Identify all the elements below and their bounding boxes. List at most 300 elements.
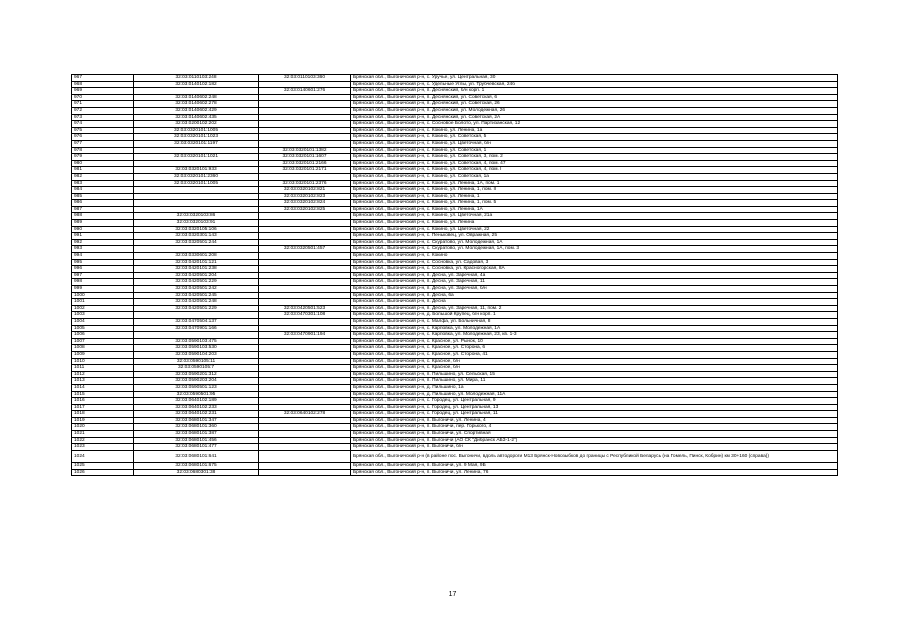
cadastral-number-cell: 32:03:0590105:11 <box>134 358 259 365</box>
address-cell: Брянская обл., Выгоничский р-н, с. Городец, ул. Центральная, 9 <box>351 398 838 405</box>
table-row <box>72 272 838 279</box>
object-cadastral-number-cell <box>259 417 351 424</box>
address-cell: Брянская обл., Выгоничский р-н, п. Десна <box>351 299 838 306</box>
cadastral-number-cell: 32:03:0470901:166 <box>134 325 259 332</box>
cadastral-number-cell: 32:03:0640102:233 <box>134 404 259 411</box>
cadastral-number-cell <box>134 147 259 154</box>
cadastral-number-cell: 32:03:0320101:1021 <box>134 154 259 161</box>
row-number-cell: 1025 <box>72 463 134 470</box>
row-number-cell: 1020 <box>72 424 134 431</box>
table-row <box>72 206 838 213</box>
row-number-cell: 973 <box>72 114 134 121</box>
object-cadastral-number-cell <box>259 220 351 227</box>
object-cadastral-number-cell <box>259 266 351 273</box>
cadastral-number-cell: 32:03:0140602:429 <box>134 107 259 114</box>
table-row <box>72 469 838 476</box>
object-cadastral-number-cell: 32:03:0320101:1607 <box>259 154 351 161</box>
table-row <box>72 259 838 266</box>
address-cell: Брянская обл., Выгоничский р-н, с. Удельные Углы, ул. Трубчевская, 24б <box>351 81 838 88</box>
table-row <box>72 286 838 293</box>
row-number-cell: 983 <box>72 180 134 187</box>
cadastral-number-cell <box>134 200 259 207</box>
address-cell: Брянская обл., Выгоничский р-н, с. Кокино, ул. Советская, 3, пом. 2 <box>351 154 838 161</box>
cadastral-number-cell: 32:03:0320101:933 <box>134 167 259 174</box>
address-cell: Брянская обл., Выгоничский р-н, с. Кокино, ул. Советская, 1а <box>351 173 838 180</box>
cadastral-number-cell <box>134 312 259 319</box>
register-table <box>71 74 838 476</box>
address-cell: Брянская обл., Выгоничский р-н, с. Красное, ул. Сторона, 6 <box>351 345 838 352</box>
table-row <box>72 404 838 411</box>
cadastral-number-cell: 32:03:0320101:1005 <box>134 127 259 134</box>
cadastral-number-cell: 32:03:0590203:204 <box>134 378 259 385</box>
address-cell: Брянская обл., Выгоничский р-н, с. Сосновка, ул. Красногорская, 8А <box>351 266 838 273</box>
table-row <box>72 75 838 82</box>
object-cadastral-number-cell: 32:03:0320101:2166 <box>259 160 351 167</box>
row-number-cell: 1010 <box>72 358 134 365</box>
object-cadastral-number-cell <box>259 107 351 114</box>
row-number-cell: 975 <box>72 127 134 134</box>
object-cadastral-number-cell <box>259 286 351 293</box>
object-cadastral-number-cell <box>259 134 351 141</box>
table-row <box>72 338 838 345</box>
cadastral-number-cell: 32:03:0320101:1197 <box>134 140 259 147</box>
address-cell: Брянская обл., Выгоничский р-н, с. Красное, б/н <box>351 358 838 365</box>
cadastral-number-cell: 32:03:0110103:248 <box>134 75 259 82</box>
cadastral-number-cell: 32:03:0590103:530 <box>134 345 259 352</box>
row-number-cell: 1011 <box>72 365 134 372</box>
table-row <box>72 318 838 325</box>
row-number-cell: 1026 <box>72 469 134 476</box>
row-number-cell: 972 <box>72 107 134 114</box>
table-row <box>72 424 838 431</box>
table-row <box>72 398 838 405</box>
object-cadastral-number-cell <box>259 437 351 444</box>
address-cell: Брянская обл., Выгоничский р-н, с. Кокино, ул. Цветочная, 21а <box>351 213 838 220</box>
address-cell: Брянская обл., Выгоничский р-н, с. Городец, ул. Центральная, 11 <box>351 411 838 418</box>
row-number-cell: 1023 <box>72 444 134 451</box>
cadastral-number-cell <box>134 246 259 253</box>
table-row <box>72 292 838 299</box>
row-number-cell: 982 <box>72 173 134 180</box>
row-number-cell: 974 <box>72 121 134 128</box>
address-cell: Брянская обл., Выгоничский р-н, с. Уручье, ул. Центральная, 30 <box>351 75 838 82</box>
object-cadastral-number-cell <box>259 272 351 279</box>
table-row <box>72 463 838 470</box>
cadastral-number-cell <box>134 193 259 200</box>
address-cell: Брянская обл., Выгоничский р-н, с. Скуратово, ул. Молодежная, 1А, пом. 3 <box>351 246 838 253</box>
cadastral-number-cell: 32:03:0680101:347 <box>134 417 259 424</box>
object-cadastral-number-cell: 32:03:0110103:360 <box>259 75 351 82</box>
address-cell: Брянская обл., Выгоничский р-н, д. Большой Крупец, б/н корп. 1 <box>351 312 838 319</box>
row-number-cell: 1001 <box>72 299 134 306</box>
cadastral-number-cell: 32:03:0140602:278 <box>134 101 259 108</box>
object-cadastral-number-cell <box>259 279 351 286</box>
table-row <box>72 154 838 161</box>
row-number-cell: 990 <box>72 226 134 233</box>
row-number-cell: 994 <box>72 253 134 260</box>
address-cell: Брянская обл., Выгоничский р-н, п. Выгоничи, пер. Горького, 4 <box>351 424 838 431</box>
address-cell: Брянская обл., Выгоничский р-н, п. Деснянский, ул. Советская, 6 <box>351 94 838 101</box>
address-cell: Брянская обл., Выгоничский р-н, п. Выгоничи, ул. Ленина, 76 <box>351 469 838 476</box>
cadastral-number-cell: 32:03:0640102:189 <box>134 398 259 405</box>
row-number-cell: 1014 <box>72 384 134 391</box>
object-cadastral-number-cell <box>259 226 351 233</box>
table-row <box>72 140 838 147</box>
cadastral-number-cell: 32:03:0680101:477 <box>134 444 259 451</box>
table-row <box>72 246 838 253</box>
cadastral-number-cell: 32:03:0420501:242 <box>134 286 259 293</box>
table-row <box>72 226 838 233</box>
address-cell: Брянская обл., Выгоничский р-н, с. Красное, б/н <box>351 365 838 372</box>
cadastral-number-cell: 32:03:0320501:244 <box>134 239 259 246</box>
cadastral-number-cell: 32:03:0470504:137 <box>134 318 259 325</box>
address-cell: Брянская обл., Выгоничский р-н, п. Выгоничи, ул. Ленина, 4 <box>351 417 838 424</box>
table-row <box>72 345 838 352</box>
cadastral-number-cell: 32:03:0680101:675 <box>134 463 259 470</box>
row-number-cell: 1022 <box>72 437 134 444</box>
table-row <box>72 279 838 286</box>
object-cadastral-number-cell <box>259 378 351 385</box>
address-cell: Брянская обл., Выгоничский р-н, п. Десна, ул. Заречная, 11 <box>351 279 838 286</box>
table-row <box>72 411 838 418</box>
cadastral-number-cell: 32:03:0200102:202 <box>134 121 259 128</box>
row-number-cell: 1017 <box>72 404 134 411</box>
object-cadastral-number-cell: 32:03:0140601:276 <box>259 88 351 95</box>
address-cell: Брянская обл., Выгоничский р-н, п. Десна, ул. Заречная, 4а <box>351 272 838 279</box>
cadastral-number-cell: 32:03:0590201:312 <box>134 371 259 378</box>
table-row <box>72 233 838 240</box>
table-row <box>72 358 838 365</box>
row-number-cell: 984 <box>72 187 134 194</box>
row-number-cell: 1016 <box>72 398 134 405</box>
address-cell: Брянская обл., Выгоничский р-н, с. Городец, ул. Центральная, 13 <box>351 404 838 411</box>
address-cell: Брянская обл., Выгоничский р-н, п. Десна, ул. Заречная, 11, пом. 2 <box>351 305 838 312</box>
row-number-cell: 969 <box>72 88 134 95</box>
row-number-cell: 998 <box>72 279 134 286</box>
cadastral-number-cell: 32:03:0420501:229 <box>134 279 259 286</box>
cadastral-number-cell: 32:03:0320301:143 <box>134 233 259 240</box>
row-number-cell: 992 <box>72 239 134 246</box>
address-cell: Брянская обл., Выгоничский р-н, с. Пеньковец, ул. Овражная, 25 <box>351 233 838 240</box>
address-cell: Брянская обл., Выгоничский р-н, п. Выгоничи, ул. Спортивная <box>351 431 838 438</box>
table-row <box>72 371 838 378</box>
object-cadastral-number-cell <box>259 121 351 128</box>
cadastral-number-cell: 32:03:0680101:387 <box>134 431 259 438</box>
address-cell: Брянская обл., Выгоничский р-н, п. Десна, 6а <box>351 292 838 299</box>
object-cadastral-number-cell <box>259 450 351 462</box>
cadastral-number-cell <box>134 332 259 339</box>
row-number-cell: 1004 <box>72 318 134 325</box>
table-row <box>72 94 838 101</box>
row-number-cell: 997 <box>72 272 134 279</box>
table-row <box>72 378 838 385</box>
object-cadastral-number-cell <box>259 253 351 260</box>
table-row <box>72 107 838 114</box>
table-row <box>72 437 838 444</box>
object-cadastral-number-cell <box>259 469 351 476</box>
object-cadastral-number-cell <box>259 318 351 325</box>
address-cell: Брянская обл., Выгоничский р-н, с. Кокино, ул. Ленина <box>351 220 838 227</box>
row-number-cell: 1006 <box>72 332 134 339</box>
row-number-cell: 970 <box>72 94 134 101</box>
address-cell: Брянская обл., Выгоничский р-н, с. Кокино, ул. Ленина, 1А, пом. 1 <box>351 180 838 187</box>
object-cadastral-number-cell <box>259 299 351 306</box>
object-cadastral-number-cell <box>259 371 351 378</box>
row-number-cell: 978 <box>72 147 134 154</box>
row-number-cell: 1002 <box>72 305 134 312</box>
row-number-cell: 1003 <box>72 312 134 319</box>
row-number-cell: 1000 <box>72 292 134 299</box>
address-cell: Брянская обл., Выгоничский р-н, с. Малфа, ул. Больничная, 8 <box>351 318 838 325</box>
table-row <box>72 299 838 306</box>
cadastral-number-cell: 32:03:0640102:231 <box>134 411 259 418</box>
cadastral-number-cell: 32:03:0420501:245 <box>134 292 259 299</box>
object-cadastral-number-cell <box>259 404 351 411</box>
address-cell: Брянская обл., Выгоничский р-н, п. Деснянский, ул. Советская, 26 <box>351 101 838 108</box>
object-cadastral-number-cell <box>259 101 351 108</box>
row-number-cell: 1008 <box>72 345 134 352</box>
table-row <box>72 253 838 260</box>
row-number-cell: 1024 <box>72 450 134 462</box>
row-number-cell: 971 <box>72 101 134 108</box>
object-cadastral-number-cell <box>259 325 351 332</box>
object-cadastral-number-cell: 32:03:0320102:823 <box>259 193 351 200</box>
table-row <box>72 351 838 358</box>
cadastral-number-cell: 32:03:0320101:1005 <box>134 180 259 187</box>
address-cell: Брянская обл., Выгоничский р-н, п. Выгоничи, б/н <box>351 444 838 451</box>
address-cell: Брянская обл., Выгоничский р-н, п. Деснянский, ул. Молодежная, 26 <box>351 107 838 114</box>
object-cadastral-number-cell: 32:03:0320102:824 <box>259 200 351 207</box>
object-cadastral-number-cell: 32:03:0320501:457 <box>259 246 351 253</box>
address-cell: Брянская обл., Выгоничский р-н, с. Скуратово, ул. Молодежная, 1А <box>351 239 838 246</box>
row-number-cell: 985 <box>72 193 134 200</box>
object-cadastral-number-cell <box>259 114 351 121</box>
row-number-cell: 986 <box>72 200 134 207</box>
table-row <box>72 266 838 273</box>
table-row <box>72 114 838 121</box>
cadastral-number-cell: 32:03:0420501:204 <box>134 272 259 279</box>
table-row <box>72 444 838 451</box>
table-row <box>72 88 838 95</box>
table-row <box>72 173 838 180</box>
page-number: 17 <box>448 591 457 598</box>
object-cadastral-number-cell: 32:03:0320102:825 <box>259 206 351 213</box>
row-number-cell: 988 <box>72 213 134 220</box>
object-cadastral-number-cell: 32:03:0320101:2376 <box>259 180 351 187</box>
row-number-cell: 1013 <box>72 378 134 385</box>
address-cell: Брянская обл., Выгоничский р-н, п. Деснянский, б/н корп. 1 <box>351 88 838 95</box>
row-number-cell: 1005 <box>72 325 134 332</box>
object-cadastral-number-cell <box>259 431 351 438</box>
cadastral-number-cell: 32:03:0320101:2360 <box>134 173 259 180</box>
register-table-body <box>72 75 838 476</box>
cadastral-number-cell: 32:03:0680101:641 <box>134 450 259 462</box>
address-cell: Брянская обл., Выгоничский р-н, с. Кокино, ул. Ленина, 1 <box>351 193 838 200</box>
object-cadastral-number-cell <box>259 233 351 240</box>
cadastral-number-cell: 32:03:0320105:106 <box>134 226 259 233</box>
row-number-cell: 976 <box>72 134 134 141</box>
address-cell: Брянская обл., Выгоничский р-н, д. Пильшино, 1а <box>351 384 838 391</box>
address-cell: Брянская обл., Выгоничский р-н, с. Сосновка, ул. Садовая, 3 <box>351 259 838 266</box>
cadastral-number-cell: 32:03:0140102:182 <box>134 81 259 88</box>
address-cell: Брянская обл., Выгоничский р-н, с. Кокино, ул. Ленина, 1А <box>351 206 838 213</box>
row-number-cell: 1009 <box>72 351 134 358</box>
cadastral-number-cell: 32:03:0420501:229 <box>134 305 259 312</box>
cadastral-number-cell: 32:03:0330601:208 <box>134 253 259 260</box>
row-number-cell: 1019 <box>72 417 134 424</box>
object-cadastral-number-cell <box>259 384 351 391</box>
table-row <box>72 384 838 391</box>
row-number-cell: 991 <box>72 233 134 240</box>
table-row <box>72 431 838 438</box>
row-number-cell: 1021 <box>72 431 134 438</box>
cadastral-number-cell <box>134 187 259 194</box>
cadastral-number-cell <box>134 160 259 167</box>
object-cadastral-number-cell <box>259 94 351 101</box>
table-row <box>72 81 838 88</box>
object-cadastral-number-cell <box>259 351 351 358</box>
row-number-cell: 967 <box>72 75 134 82</box>
object-cadastral-number-cell <box>259 391 351 398</box>
cadastral-number-cell: 32:03:0680101:456 <box>134 437 259 444</box>
row-number-cell: 977 <box>72 140 134 147</box>
address-cell: Брянская обл., Выгоничский р-н, с. Кокино, ул. Ленина, 1, пом. II <box>351 187 838 194</box>
row-number-cell: 995 <box>72 259 134 266</box>
row-number-cell: 968 <box>72 81 134 88</box>
address-cell: Брянская обл., Выгоничский р-н, с. Кокино, ул. Советская, 4, пом. I <box>351 167 838 174</box>
table-row <box>72 239 838 246</box>
address-cell: Брянская обл., Выгоничский р-н, с. Кокино, ул. Советская, 4, пом. 47 <box>351 160 838 167</box>
row-number-cell: 999 <box>72 286 134 293</box>
object-cadastral-number-cell <box>259 338 351 345</box>
table-row <box>72 220 838 227</box>
object-cadastral-number-cell: 32:03:0640102:278 <box>259 411 351 418</box>
address-cell: Брянская обл., Выгоничский р-н, с. Красное, ул. Сторона, 41 <box>351 351 838 358</box>
object-cadastral-number-cell <box>259 398 351 405</box>
address-cell: Брянская обл., Выгоничский р-н, с. Карповка, ул. Молодежная, 1А <box>351 325 838 332</box>
table-row <box>72 213 838 220</box>
address-cell: Брянская обл., Выгоничский р-н, п. Десна, ул. Заречная, б/н <box>351 286 838 293</box>
cadastral-number-cell: 32:03:0590501:95 <box>134 391 259 398</box>
address-cell: Брянская обл., Выгоничский р-н, с. Кокино, ул. Цветочная, 22 <box>351 226 838 233</box>
object-cadastral-number-cell <box>259 463 351 470</box>
cadastral-number-cell: 32:03:0320103:86 <box>134 213 259 220</box>
address-cell: Брянская обл., Выгоничский р-н, с. Сосновое Болото, ул. Партизанская, 12 <box>351 121 838 128</box>
table-row <box>72 365 838 372</box>
cadastral-number-cell: 32:03:0320103:91 <box>134 220 259 227</box>
row-number-cell: 979 <box>72 154 134 161</box>
row-number-cell: 980 <box>72 160 134 167</box>
address-cell: Брянская обл., Выгоничский р-н (в районе пос. Выгоничи, вдоль автодороги М13 Брянск-Новозыбков до границы с Республикой Беларусь (на Гомель, Пинск, Кобрин) км 30+160 (справа)) <box>351 450 838 462</box>
cadastral-number-cell: 32:03:0420101:121 <box>134 259 259 266</box>
address-cell: Брянская обл., Выгоничский р-н, с. Кокино, ул. Цветочная, б/н <box>351 140 838 147</box>
object-cadastral-number-cell <box>259 365 351 372</box>
object-cadastral-number-cell <box>259 259 351 266</box>
table-row <box>72 167 838 174</box>
row-number-cell: 993 <box>72 246 134 253</box>
cadastral-number-cell: 32:03:0680101:360 <box>134 424 259 431</box>
object-cadastral-number-cell <box>259 345 351 352</box>
cadastral-number-cell: 32:03:0140602:435 <box>134 114 259 121</box>
address-cell: Брянская обл., Выгоничский р-н, п. Выгоничи, ул. 9 Мая, 9Б <box>351 463 838 470</box>
table-row <box>72 121 838 128</box>
object-cadastral-number-cell <box>259 424 351 431</box>
object-cadastral-number-cell: 32:03:0320101:1382 <box>259 147 351 154</box>
table-row <box>72 417 838 424</box>
address-cell: Брянская обл., Выгоничский р-н, с. Кокино, ул. Советская, 1 <box>351 147 838 154</box>
object-cadastral-number-cell <box>259 127 351 134</box>
table-row <box>72 101 838 108</box>
address-cell: Брянская обл., Выгоничский р-н, п. Деснянский, ул. Советская, 2А <box>351 114 838 121</box>
cadastral-number-cell: 32:03:0420101:238 <box>134 266 259 273</box>
table-row <box>72 312 838 319</box>
table-row <box>72 450 838 462</box>
address-cell: Брянская обл., Выгоничский р-н, п. Выгоничи (АО СК "Дибранск АБЗ-1-2") <box>351 437 838 444</box>
table-row <box>72 134 838 141</box>
object-cadastral-number-cell <box>259 81 351 88</box>
table-row <box>72 332 838 339</box>
object-cadastral-number-cell <box>259 213 351 220</box>
object-cadastral-number-cell <box>259 358 351 365</box>
object-cadastral-number-cell: 32:03:0470901:194 <box>259 332 351 339</box>
cadastral-number-cell: 32:03:0590501:123 <box>134 384 259 391</box>
object-cadastral-number-cell: 32:03:0420501:523 <box>259 305 351 312</box>
address-cell: Брянская обл., Выгоничский р-н, п. Пильшино, ул. Сельская, 15 <box>351 371 838 378</box>
object-cadastral-number-cell <box>259 140 351 147</box>
table-row <box>72 325 838 332</box>
row-number-cell: 981 <box>72 167 134 174</box>
object-cadastral-number-cell <box>259 444 351 451</box>
object-cadastral-number-cell <box>259 173 351 180</box>
row-number-cell: 989 <box>72 220 134 227</box>
object-cadastral-number-cell <box>259 292 351 299</box>
cadastral-number-cell: 32:03:0420501:248 <box>134 299 259 306</box>
row-number-cell: 1015 <box>72 391 134 398</box>
row-number-cell: 1007 <box>72 338 134 345</box>
table-row <box>72 305 838 312</box>
table-row <box>72 180 838 187</box>
table-row <box>72 391 838 398</box>
address-cell: Брянская обл., Выгоничский р-н, д. Пильшино, ул. Молодежная, 11А <box>351 391 838 398</box>
address-cell: Брянская обл., Выгоничский р-н, с. Карповка, ул. Молодежная, 23, кв. 1-3 <box>351 332 838 339</box>
object-cadastral-number-cell: 32:03:0320102:821 <box>259 187 351 194</box>
object-cadastral-number-cell <box>259 239 351 246</box>
row-number-cell: 1018 <box>72 411 134 418</box>
table-row <box>72 160 838 167</box>
cadastral-number-cell: 32:03:0320101:1023 <box>134 134 259 141</box>
address-cell: Брянская обл., Выгоничский р-н, с. Кокино, ул. Советская, 5 <box>351 134 838 141</box>
cadastral-number-cell: 32:03:0680301:38 <box>134 469 259 476</box>
table-row <box>72 147 838 154</box>
address-cell: Брянская обл., Выгоничский р-н, с. Кокино, ул. Ленина, 1, пом. 5 <box>351 200 838 207</box>
table-row <box>72 200 838 207</box>
row-number-cell: 987 <box>72 206 134 213</box>
cadastral-number-cell: 32:03:0140602:248 <box>134 94 259 101</box>
object-cadastral-number-cell: 32:03:0470301:108 <box>259 312 351 319</box>
cadastral-number-cell: 32:03:0590105:7 <box>134 365 259 372</box>
address-cell: Брянская обл., Выгоничский р-н, с. Кокино <box>351 253 838 260</box>
cadastral-number-cell: 32:03:0590103:475 <box>134 338 259 345</box>
address-cell: Брянская обл., Выгоничский р-н, с. Кокино, ул. Ленина, 1а <box>351 127 838 134</box>
table-row <box>72 127 838 134</box>
cadastral-number-cell <box>134 206 259 213</box>
table-row <box>72 193 838 200</box>
address-cell: Брянская обл., Выгоничский р-н, с. Красное, ул. Рынок, 10 <box>351 338 838 345</box>
address-cell: Брянская обл., Выгоничский р-н, п. Пильшино, ул. Мира, 11 <box>351 378 838 385</box>
row-number-cell: 1012 <box>72 371 134 378</box>
cadastral-number-cell: 32:03:0590104:203 <box>134 351 259 358</box>
cadastral-number-cell <box>134 88 259 95</box>
